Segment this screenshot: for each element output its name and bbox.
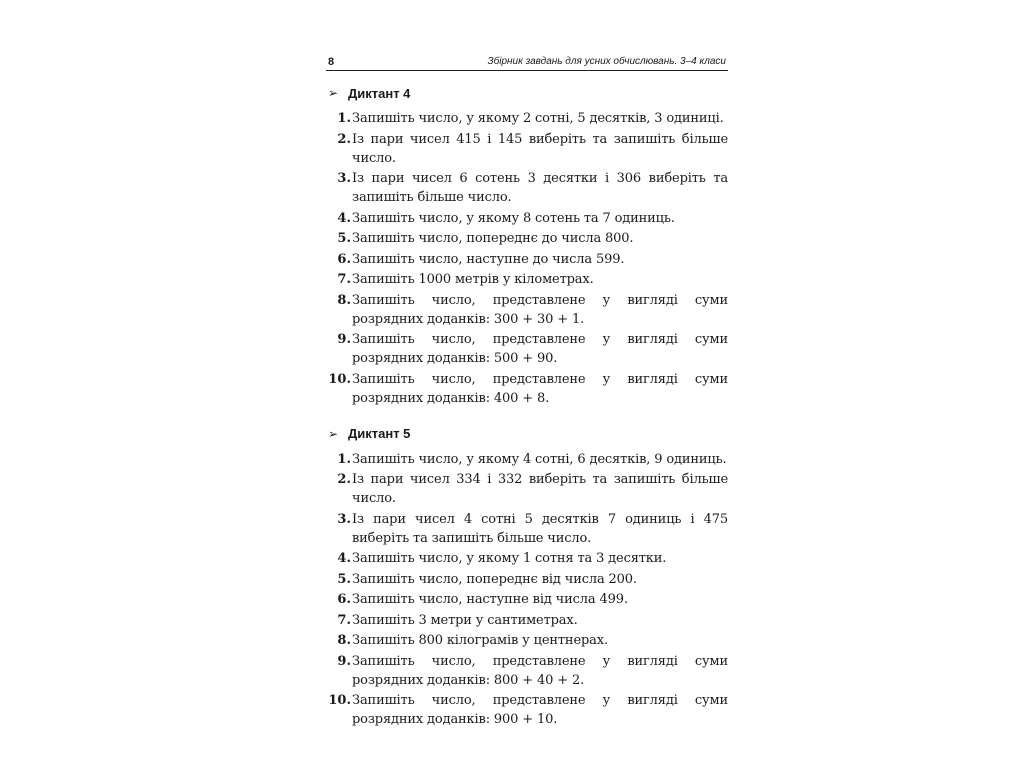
- page-number: 8: [328, 56, 335, 68]
- list-item: [326, 611, 728, 630]
- task-text: Запишіть 1000 метрів у кілометрах.: [352, 272, 594, 287]
- task-text: Із пари чисел 6 сотень 3 десятки і 306 виберіть та запишіть більше число.: [352, 171, 728, 205]
- list-item: [326, 691, 728, 729]
- dictation-section-4: [326, 83, 728, 408]
- task-list: [326, 450, 728, 730]
- task-text: Запишіть число, представлене у вигляді суми розрядних доданків: 900 + 10.: [352, 693, 728, 727]
- book-title: Збірник завдань для усних обчислювань. 3–4 класи: [487, 56, 726, 67]
- list-item: [326, 510, 728, 548]
- task-number: 1.: [337, 451, 351, 467]
- list-item: [326, 229, 728, 248]
- list-item: [326, 370, 728, 408]
- task-text: Запишіть число, наступне до числа 599.: [352, 251, 625, 267]
- list-item: [326, 330, 728, 368]
- running-header: [326, 52, 728, 71]
- task-text: Із пари чисел 4 сотні 5 десятків 7 одиниць і 475 виберіть та запишіть більше число.: [352, 511, 728, 546]
- list-item: [326, 291, 728, 329]
- task-number: 7.: [337, 272, 351, 287]
- task-text: Запишіть число, представлене у вигляді суми розрядних доданків: 300 + 30 + 1.: [352, 292, 728, 327]
- task-number: 8.: [337, 292, 351, 308]
- task-number: 7.: [337, 612, 351, 628]
- list-item: [326, 549, 728, 568]
- arrowhead-bullet-icon: ➢: [328, 86, 339, 100]
- task-text: Запишіть число, наступне від числа 499.: [352, 592, 628, 607]
- task-number: 1.: [337, 111, 351, 126]
- task-text: Запишіть 3 метри у сантиметрах.: [352, 612, 578, 628]
- task-number: 6.: [337, 592, 351, 607]
- section-heading: [326, 424, 728, 444]
- list-item: [326, 109, 728, 128]
- task-list: [326, 109, 728, 408]
- task-number: 10.: [328, 693, 351, 708]
- list-item: [326, 130, 728, 168]
- task-text: Запишіть число, у якому 8 сотень та 7 одиниць.: [352, 210, 675, 226]
- task-number: 5.: [337, 571, 351, 587]
- task-text: Із пари чисел 334 і 332 виберіть та запишіть більше число.: [352, 472, 728, 506]
- list-item: [326, 570, 728, 589]
- task-number: 4.: [337, 551, 351, 566]
- list-item: [326, 270, 728, 289]
- task-number: 2.: [337, 472, 351, 487]
- task-number: 9.: [337, 332, 351, 347]
- task-text: Запишіть 800 кілограмів у центнерах.: [352, 633, 608, 648]
- task-text: Запишіть число, у якому 2 сотні, 5 десятків, 3 одиниці.: [352, 111, 724, 126]
- task-text: Запишіть число, попереднє від числа 200.: [352, 571, 637, 587]
- list-item: [326, 652, 728, 690]
- task-number: 3.: [337, 511, 351, 527]
- list-item: [326, 631, 728, 650]
- list-item: [326, 169, 728, 207]
- task-text: Запишіть число, представлене у вигляді суми розрядних доданків: 400 + 8.: [352, 371, 728, 406]
- task-number: 8.: [337, 633, 351, 648]
- task-number: 6.: [337, 251, 351, 267]
- list-item: [326, 590, 728, 609]
- task-number: 5.: [337, 231, 351, 246]
- task-number: 4.: [337, 210, 351, 226]
- arrowhead-bullet-icon: ➢: [328, 426, 339, 441]
- task-text: Запишіть число, попереднє до числа 800.: [352, 231, 634, 246]
- book-page: [326, 52, 728, 731]
- task-text: Із пари чисел 415 і 145 виберіть та запишіть більше число.: [352, 131, 728, 166]
- task-text: Запишіть число, у якому 1 сотня та 3 десятки.: [352, 551, 667, 566]
- task-number: 3.: [337, 171, 351, 186]
- list-item: [326, 250, 728, 269]
- dictation-section-5: [326, 424, 728, 730]
- task-text: Запишіть число, представлене у вигляді суми розрядних доданків: 500 + 90.: [352, 332, 728, 366]
- task-text: Запишіть число, представлене у вигляді суми розрядних доданків: 800 + 40 + 2.: [352, 653, 728, 688]
- task-number: 9.: [337, 653, 351, 669]
- task-number: 10.: [328, 371, 351, 387]
- task-number: 2.: [337, 131, 351, 147]
- section-title: Диктант 5: [348, 426, 411, 441]
- section-heading: [326, 83, 728, 103]
- list-item: [326, 209, 728, 228]
- list-item: [326, 450, 728, 469]
- list-item: [326, 470, 728, 508]
- task-text: Запишіть число, у якому 4 сотні, 6 десятків, 9 одиниць.: [352, 451, 727, 467]
- section-title: Диктант 4: [348, 85, 411, 101]
